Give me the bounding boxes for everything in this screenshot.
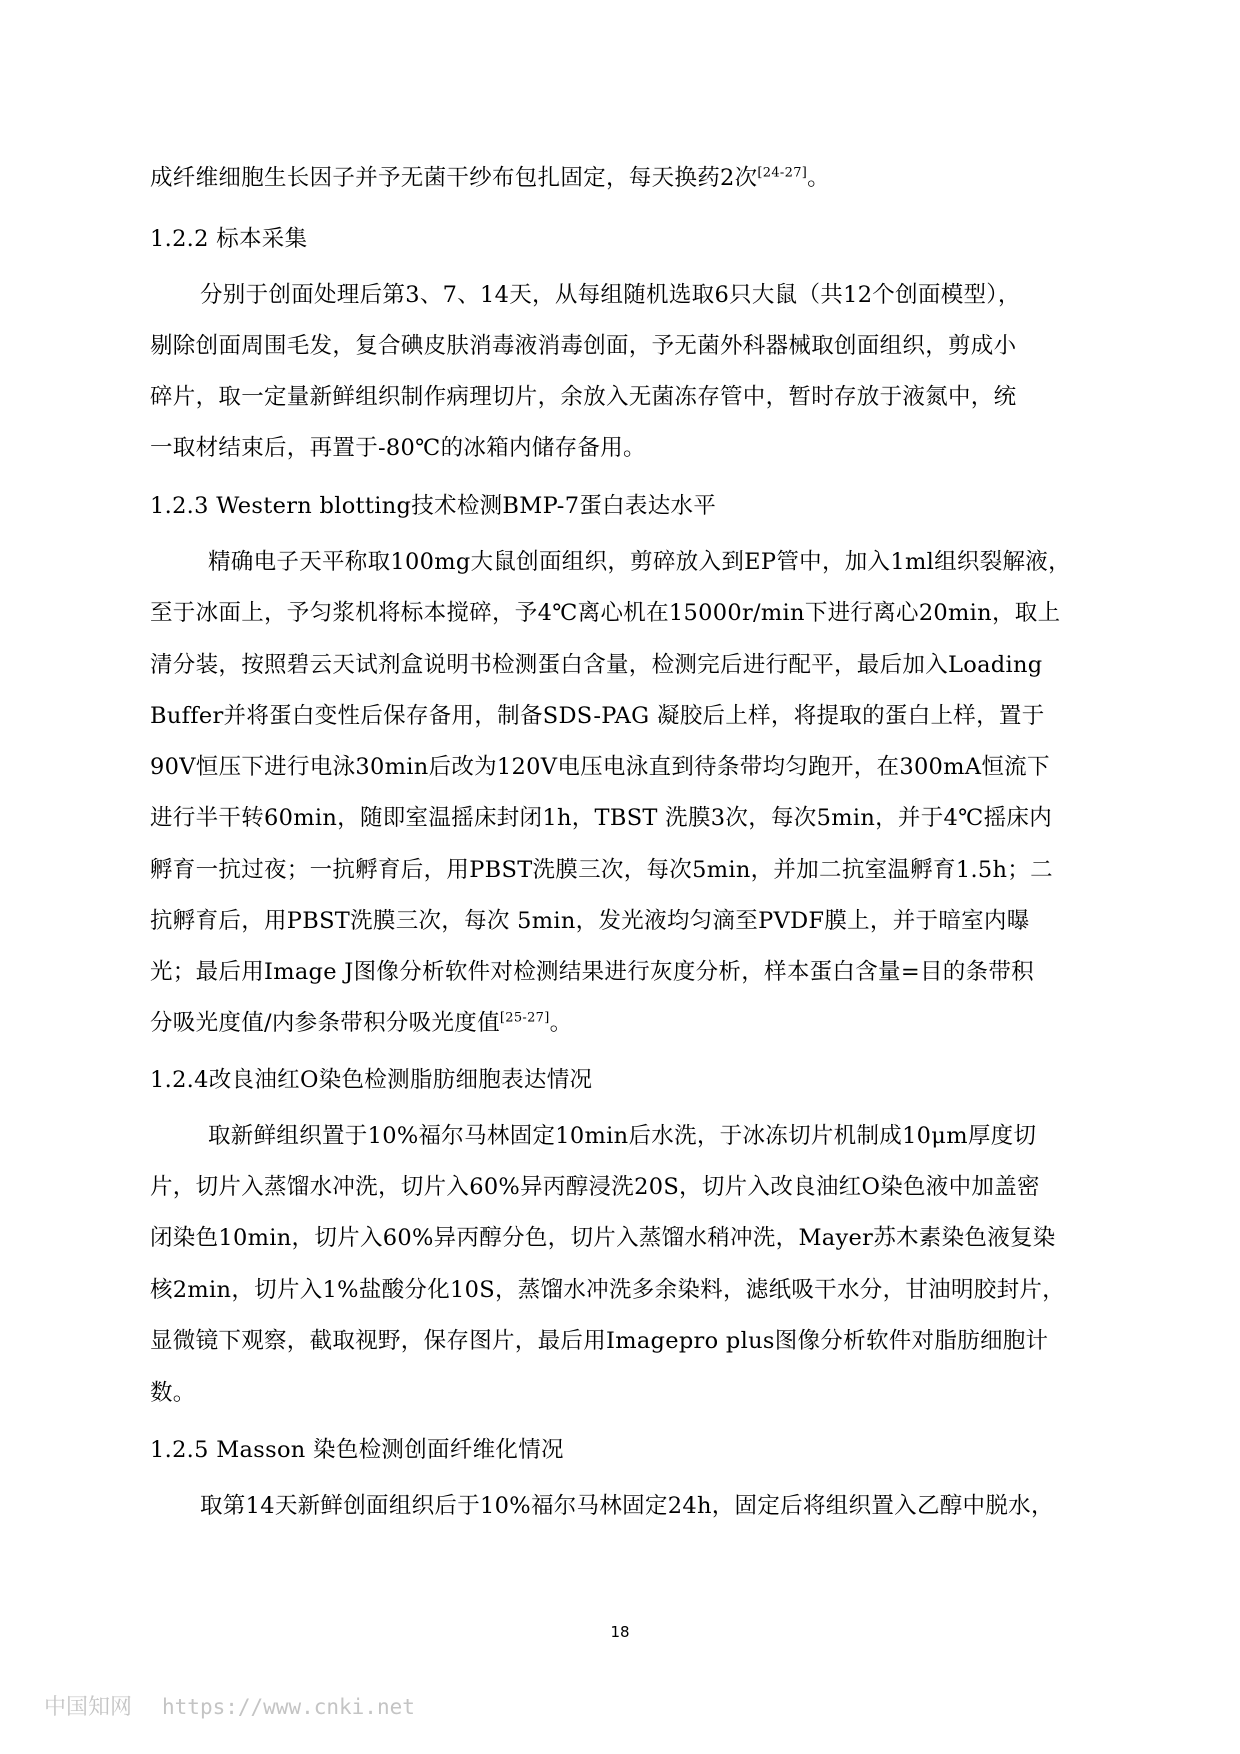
paragraph-line: 抗孵育后，用PBST洗膜三次，每次 5min，发光液均匀滴至PVDF膜上，并于暗室内曝 bbox=[150, 908, 1030, 934]
section-heading-1-2-3: 1.2.3 Western blotting技术检测BMP-7蛋白表达水平 bbox=[150, 493, 717, 519]
section-heading-1-2-2: 1.2.2 标本采集 bbox=[150, 226, 308, 252]
citation: [24-27] bbox=[757, 165, 808, 181]
paragraph-text: 。 bbox=[549, 1010, 573, 1036]
paragraph-line: 分别于创面处理后第3、7、14天，从每组随机选取6只大鼠（共12个创面模型）， bbox=[200, 282, 1021, 308]
paragraph-line: Buffer并将蛋白变性后保存备用，制备SDS-PAG 凝胶后上样，将提取的蛋白上样，置于 bbox=[150, 703, 1045, 729]
paragraph-line: 数。 bbox=[150, 1380, 196, 1406]
paragraph-line: 取第14天新鲜创面组织后于10%福尔马林固定24h，固定后将组织置入乙醇中脱水， bbox=[200, 1493, 1054, 1519]
paragraph-line: 剔除创面周围毛发，复合碘皮肤消毒液消毒创面，予无菌外科器械取创面组织，剪成小 bbox=[150, 333, 1017, 359]
paragraph-line: 90V恒压下进行电泳30min后改为120V电压电泳直到待条带均匀跑开，在300mA恒流下 bbox=[150, 754, 1050, 780]
paragraph-text: 分吸光度值/内参条带积分吸光度值 bbox=[150, 1010, 500, 1036]
paragraph-line: 片，切片入蒸馏水冲洗，切片入60%异丙醇浸洗20S，切片入改良油红O染色液中加盖密 bbox=[150, 1174, 1040, 1200]
paragraph-line: 至于冰面上，予匀浆机将标本搅碎，予4℃离心机在15000r/min下进行离心20min，取上 bbox=[150, 600, 1061, 626]
watermark-name: 中国知网 bbox=[44, 1695, 133, 1720]
paragraph-line: 精确电子天平称取100mg大鼠创面组织，剪碎放入到EP管中，加入1ml组织裂解液， bbox=[208, 549, 1071, 575]
paragraph-line: 显微镜下观察，截取视野，保存图片，最后用Imagepro plus图像分析软件对脂肪细胞计 bbox=[150, 1328, 1049, 1354]
paragraph-line: 碎片，取一定量新鲜组织制作病理切片，余放入无菌冻存管中，暂时存放于液氮中，统 bbox=[150, 384, 1017, 410]
watermark-url: https://www.cnki.net bbox=[162, 1695, 415, 1719]
page-number: 18 bbox=[610, 1623, 630, 1641]
citation: [25-27] bbox=[499, 1010, 550, 1026]
paragraph-line: 光；最后用Image J图像分析软件对检测结果进行灰度分析，样本蛋白含量=目的条带积 bbox=[150, 959, 1034, 985]
paragraph-line: 闭染色10min，切片入60%异丙醇分色，切片入蒸馏水稍冲洗，Mayer苏木素染色液复染 bbox=[150, 1225, 1056, 1251]
paragraph-text: 。 bbox=[807, 165, 830, 191]
paragraph-line: 清分装，按照碧云天试剂盒说明书检测蛋白含量，检测完后进行配平，最后加入Loading bbox=[150, 652, 1043, 678]
paragraph-line bbox=[150, 1008, 572, 1038]
cnki-watermark bbox=[44, 1690, 415, 1721]
paragraph-line: 一取材结束后，再置于-80℃的冰箱内储存备用。 bbox=[150, 435, 646, 461]
paragraph-text: 成纤维细胞生长因子并予无菌干纱布包扎固定，每天换药2次 bbox=[150, 165, 758, 191]
paragraph-line: 核2min，切片入1%盐酸分化10S，蒸馏水冲洗多余染料，滤纸吸干水分，甘油明胶封片， bbox=[150, 1277, 1065, 1303]
paragraph-line: 孵育一抗过夜；一抗孵育后，用PBST洗膜三次，每次5min，并加二抗室温孵育1.5h；二 bbox=[150, 857, 1053, 883]
paragraph-line bbox=[150, 163, 830, 193]
section-heading-1-2-4: 1.2.4改良油红O染色检测脂肪细胞表达情况 bbox=[150, 1067, 593, 1093]
section-heading-1-2-5: 1.2.5 Masson 染色检测创面纤维化情况 bbox=[150, 1437, 564, 1463]
paragraph-line: 进行半干转60min，随即室温摇床封闭1h，TBST 洗膜3次，每次5min，并于4℃摇床内 bbox=[150, 805, 1053, 831]
paragraph-line: 取新鲜组织置于10%福尔马林固定10min后水洗，于冰冻切片机制成10μm厚度切 bbox=[208, 1123, 1037, 1149]
